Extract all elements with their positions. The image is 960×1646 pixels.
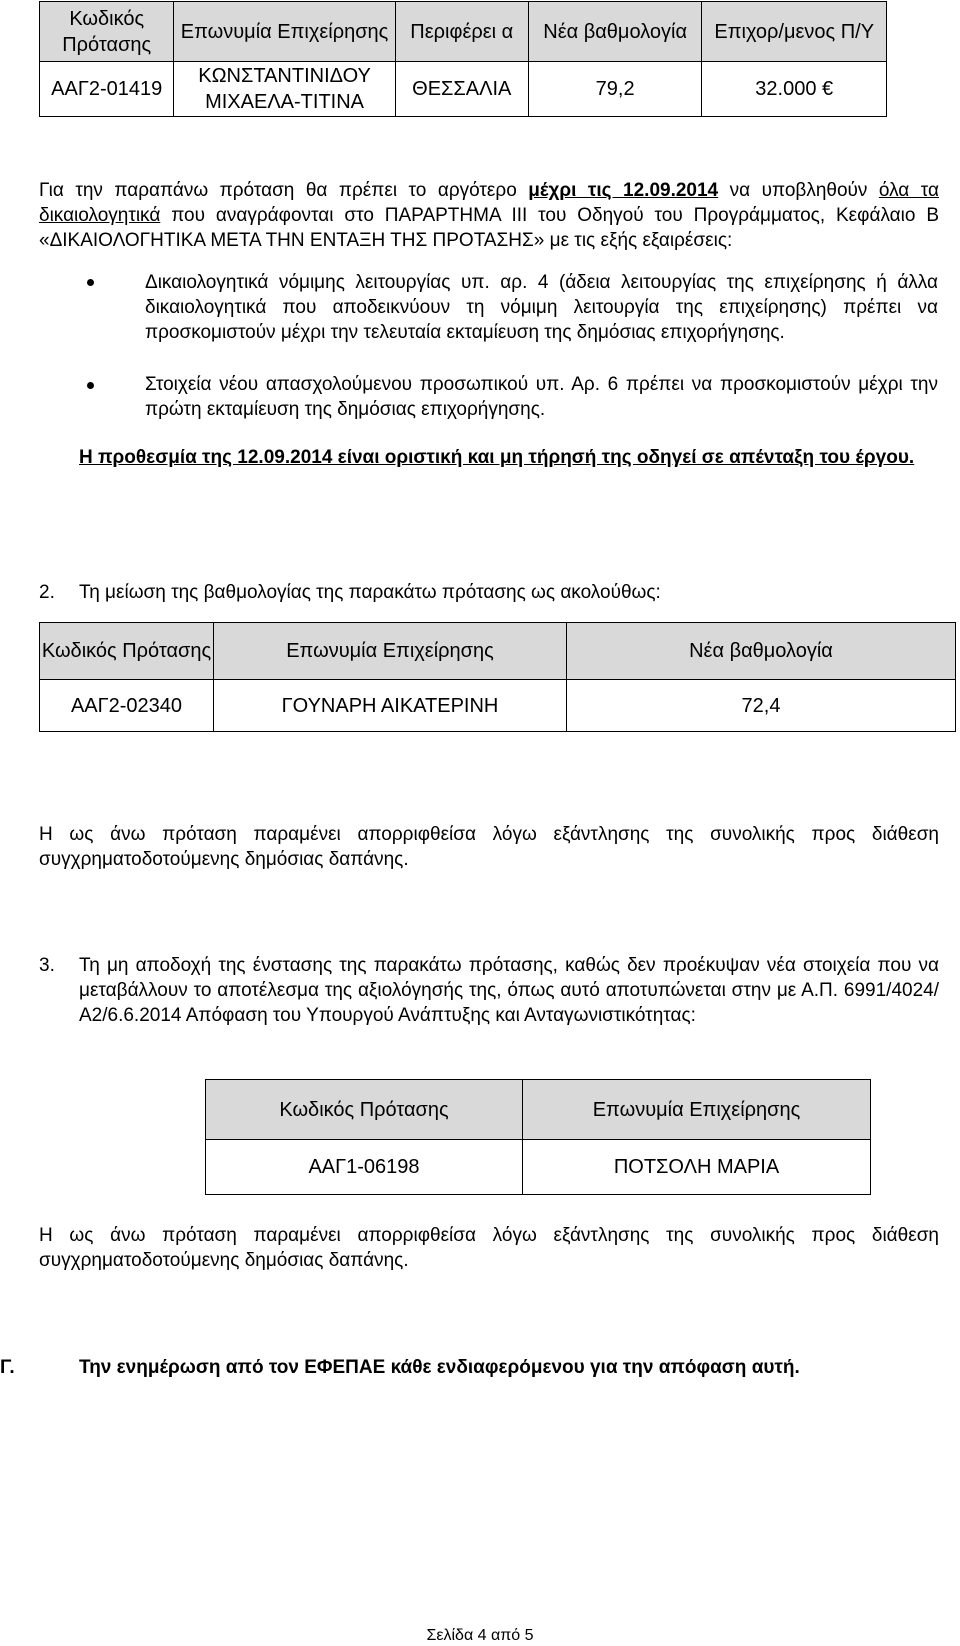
table-cell: ΑΑΓ2-02340 [40,680,214,732]
table-header-cell: Νέα βαθμολογία [567,623,956,680]
table-row [40,62,887,117]
table-objection-rejected [205,1079,871,1195]
table-header-cell: Επωνυμία Επιχείρησης [174,2,395,62]
table-header-cell: Κωδικός Πρότασης [40,623,214,680]
table-cell: ΑΑΓ1-06198 [206,1140,523,1195]
section-number: 3. [39,955,55,976]
table-cell: 32.000 € [702,62,887,117]
section-letter: Γ. [0,1357,15,1378]
text: Για την παραπάνω πρόταση θα πρέπει το αργότερο [39,180,529,201]
section-text: Τη μη αποδοχή της ένστασης της παρακάτω πρότασης, καθώς δεν προέκυψαν νέα στοιχεία που να μεταβάλλουν το αποτέλεσμα της αξιολόγησής της, όπως αυτό αποτυπώνεται στην με Α.Π. 6991/4024/Α2/6.6.2014 Απόφαση του Υπουργού Ανάπτυξης και Ανταγωνιστικότητας: [79,955,939,1026]
paragraph-rejected: Η ως άνω πρόταση παραμένει απορριφθείσα λόγω εξάντλησης της συνολικής προς διάθεση συγχρηματοδοτούμενης δημόσιας δαπάνης. [39,1225,939,1271]
table-cell: ΑΑΓ2-01419 [40,62,174,117]
page-footer: Σελίδα 4 από 5 [426,1627,534,1644]
table-header-cell: Νέα βαθμολογία [528,2,702,62]
section-text: Την ενημέρωση από τον ΕΦΕΠΑΕ κάθε ενδιαφερόμενου για την απόφαση αυτή. [79,1357,800,1378]
table-header-cell: Περιφέρει α [395,2,528,62]
bullet-item: Στοιχεία νέου απασχολούμενου προσωπικού υπ. Αρ. 6 πρέπει να προσκομιστούν μέχρι την πρώτη εκταμίευση της δημόσιας επιχορήγησης. [145,374,938,420]
paragraph-deadline-docs [39,178,939,253]
section-text: Τη μείωση της βαθμολογίας της παρακάτω πρότασης ως ακολούθως: [79,582,661,603]
bullet-dot [87,382,94,389]
table-cell: ΠΟΤΣΟΛΗ ΜΑΡΙΑ [523,1140,871,1195]
table-proposal-grade [39,1,887,117]
table-header-cell: Επωνυμία Επιχείρησης [523,1080,871,1140]
deadline-text: μέχρι τις 12.09.2014 [528,180,719,201]
table-row [206,1140,871,1195]
table-header-cell: Επιχορ/μενος Π/Υ [702,2,887,62]
bullet-dot [87,279,94,286]
table-grade-reduction [39,622,956,732]
text: να υποβληθούν [718,180,879,201]
bullet-item: Δικαιολογητικά νόμιμης λειτουργίας υπ. αρ. 4 (άδεια λειτουργίας της επιχείρησης ή άλλα δικαιολογητικά που αποδεικνύουν τη νόμιμη λειτουργία της επιχείρησης) πρέπει να προσκομιστούν μέχρι την τελευταία εκταμίευση της δημόσιας επιχορήγησης. [145,272,938,343]
table-cell: 72,4 [567,680,956,732]
table-cell: ΚΩΝΣΤΑΝΤΙΝΙΔΟΥ ΜΙΧΑΕΛΑ-ΤΙΤΙΝΑ [174,62,395,117]
table-cell: ΘΕΣΣΑΛΙΑ [395,62,528,117]
table-header-cell: Κωδικός Πρότασης [206,1080,523,1140]
table-cell: 79,2 [528,62,702,117]
section-number: 2. [39,582,55,603]
docs-text: όλα τα δικαιολογητικά [39,180,939,226]
table-header-cell: Κωδικός Πρότασης [40,2,174,62]
table-cell: ΓΟΥΝΑΡΗ ΑΙΚΑΤΕΡΙΝΗ [214,680,567,732]
deadline-note: Η προθεσμία της 12.09.2014 είναι οριστική και μη τήρησή της οδηγεί σε απένταξη του έργου. [79,447,915,468]
paragraph-rejected: Η ως άνω πρόταση παραμένει απορριφθείσα λόγω εξάντλησης της συνολικής προς διάθεση συγχρηματοδοτούμενης δημόσιας δαπάνης. [39,824,939,870]
text: που αναγράφονται στο ΠΑΡΑΡΤΗΜΑ ΙΙΙ του Οδηγού του Προγράμματος, Κεφάλαιο Β «ΔΙΚΑΙΟΛΟΓΗΤΙΚΑ ΜΕΤΑ ΤΗΝ ΕΝΤΑΞΗ ΤΗΣ ΠΡΟΤΑΣΗΣ» με τις εξής εξαιρέσεις: [39,205,939,251]
table-header-cell: Επωνυμία Επιχείρησης [214,623,567,680]
table-row [40,680,956,732]
